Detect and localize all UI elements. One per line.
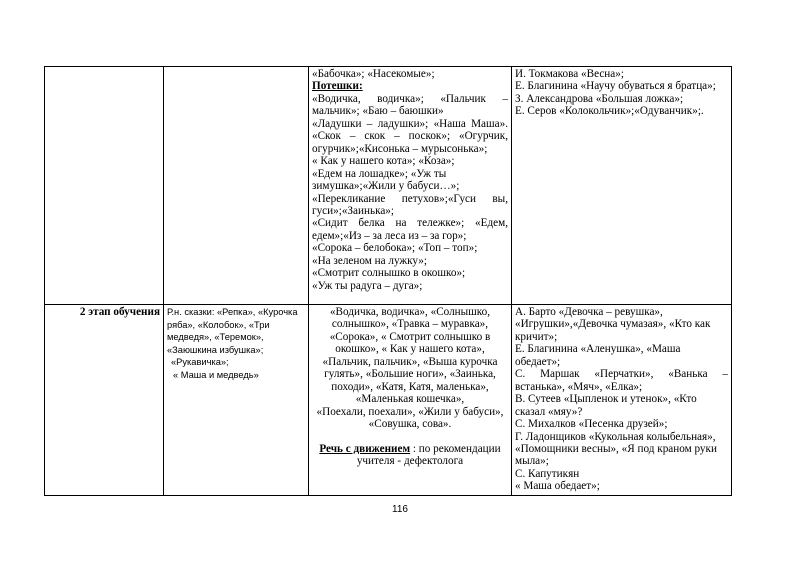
text-line: мальчик»; «Баю – баюшки»: [312, 105, 444, 118]
fairy-tales-cell-empty: [164, 67, 309, 305]
text-line: «Сидит белка на тележке»; «Едем,: [312, 217, 508, 230]
text-line: «Едем на лошадке»; «Уж ты: [312, 167, 447, 180]
text-line: «Бабочка»; «Насекомые»;: [312, 68, 435, 80]
text-line: солнышко», «Травка – муравка»,: [331, 318, 489, 331]
stage-cell-empty: [45, 67, 164, 305]
table-row: [45, 305, 732, 496]
text-line: «Рукавичка»;: [171, 357, 229, 367]
authors-cell: [512, 305, 732, 496]
text-line: «Ладушки – ладушки»; «Наша Маша».: [312, 117, 508, 130]
movement-note: [312, 443, 508, 455]
rhymes-cell: [309, 305, 512, 496]
text-line: походи», «Катя, Катя, маленька»,: [331, 380, 489, 393]
table-row: [45, 67, 732, 305]
text-line: ряба», «Колобок», «Три: [167, 319, 270, 330]
movement-note-text: : по рекомендации: [410, 442, 501, 455]
text-line: медведя», «Теремок»,: [167, 332, 264, 342]
text-line: сказал «мяу»?: [515, 405, 583, 418]
text-line: «Водичка, водичка»; «Пальчик –: [312, 92, 508, 105]
text-line: встанька», «Мяч», «Елка»;: [515, 380, 643, 393]
text-line: С. Капутикян: [515, 467, 580, 480]
text-line: кричит»;: [515, 330, 558, 343]
text-line: «Заюшкина избушка»;: [167, 344, 264, 355]
fairy-tales-cell: [164, 305, 309, 496]
text-line: «Водичка, водичка», «Солнышко,: [329, 306, 491, 318]
text-line: З. Александрова «Большая ложка»;: [515, 92, 684, 105]
text-line: гулять», «Большие ноги», «Заинька,: [324, 368, 496, 381]
section-heading: Потешки:: [312, 80, 363, 93]
stage-cell: 2 этап обучения: [45, 305, 164, 496]
text-line: С. Маршак «Перчатки», «Ванька –: [515, 368, 728, 381]
text-line: « Маша обедает»;: [515, 480, 600, 493]
text-line: Г. Ладонщиков «Кукольная колыбельная»,: [515, 430, 716, 443]
text-line: «Поехали, поехали», «Жили у бабуси»,: [316, 405, 504, 418]
authors-cell: [512, 67, 732, 305]
text-line: мыла»;: [515, 455, 549, 468]
text-line: «Маленькая кошечка»,: [355, 393, 465, 406]
text-line: обедает»;: [515, 355, 561, 368]
text-line: гуси»;«Заинька»;: [312, 204, 395, 217]
text-line: А. Барто «Девочка – ревушка»,: [515, 306, 663, 318]
text-line: «Сорока», « Смотрит солнышко в: [329, 330, 491, 343]
text-line: Р.н. сказки: «Репка», «Курочка: [167, 307, 298, 317]
text-line: И. Токмакова «Весна»;: [515, 68, 624, 80]
text-line: «Помощники весны», «Я под краном руки: [515, 442, 717, 455]
text-line: зимушка»;«Жили у бабуси…»;: [312, 180, 460, 193]
text-line: « Как у нашего кота»; «Коза»;: [312, 155, 455, 168]
text-line: Е. Благинина «Аленушка», «Маша: [515, 343, 681, 356]
movement-note-heading: Речь с движением: [319, 442, 411, 455]
program-table: [44, 66, 732, 496]
text-line: «Уж ты радуга – дуга»;: [312, 279, 423, 292]
text-line: «Сорока – белобока»; «Топ – топ»;: [312, 242, 478, 255]
text-line: учителя - дефектолога: [356, 455, 464, 468]
text-line: С. Михалков «Песенка друзей»;: [515, 418, 668, 431]
text-line: «Смотрит солнышко в окошко»;: [312, 267, 466, 280]
text-line: «Совушка, сова».: [368, 418, 452, 431]
text-line: Е. Серов «Колокольчик»;«Одуванчик»;.: [515, 105, 704, 118]
text-line: окошко», « Как у нашего кота»,: [335, 343, 485, 356]
page-number: 116: [392, 504, 408, 515]
text-line: «Пальчик, пальчик», «Выша курочка: [322, 355, 498, 368]
spacer: [312, 431, 508, 443]
text-line: едем»;«Из – за леса из – за гор»;: [312, 229, 467, 242]
text-line: огурчик»;«Кисонька – мурысонька»;: [312, 142, 488, 155]
text-line: «Перекликание петухов»;«Гуси вы,: [312, 192, 508, 205]
text-line: «На зеленом на лужку»;: [312, 254, 427, 267]
nursery-rhymes-cell: [309, 67, 512, 305]
text-line: В. Сутеев «Цыпленок и утенок», «Кто: [515, 393, 697, 406]
text-line: « Маша и медведь»: [173, 369, 259, 380]
text-line: «Скок – скок – поскок»; «Огурчик,: [312, 130, 508, 143]
text-line: «Игрушки»,«Девочка чумазая», «Кто как: [515, 318, 711, 331]
text-line: Е. Благинина «Научу обуваться я братца»;: [515, 80, 716, 93]
